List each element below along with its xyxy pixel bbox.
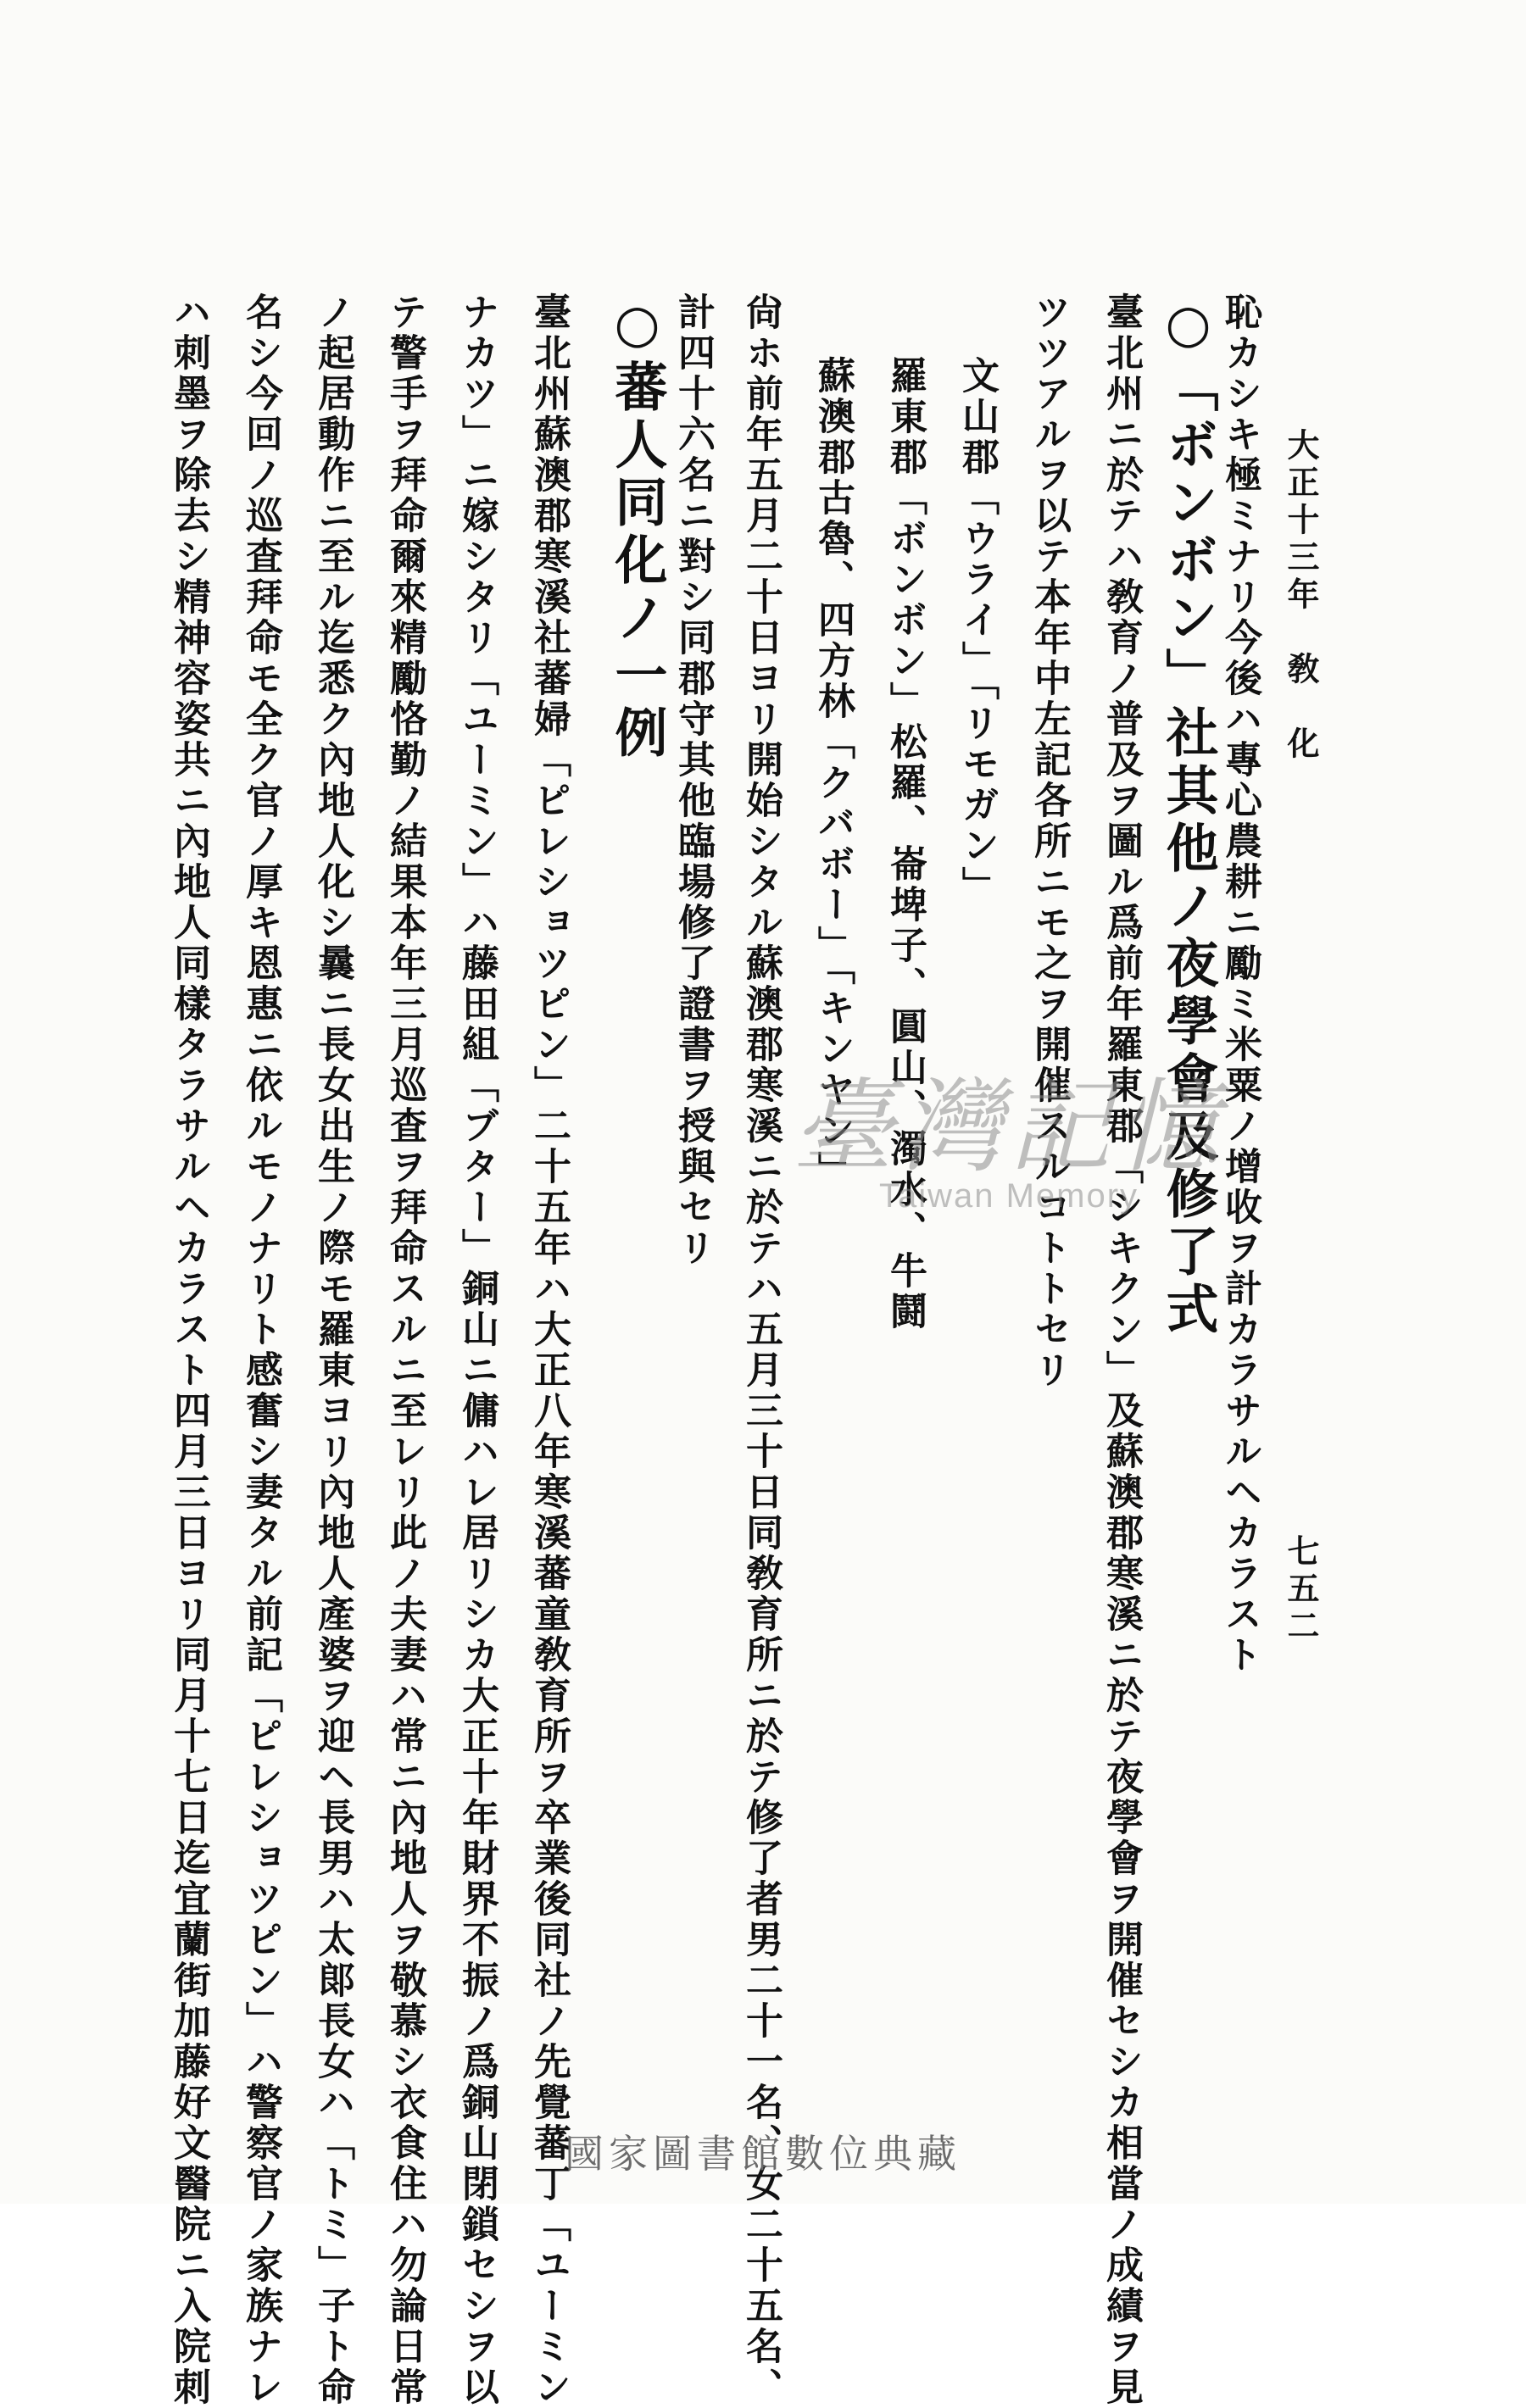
text-column-15: 名シ今回ノ巡査拜命モ全ク官ノ厚キ恩惠ニ依ルモノナリト感奮シ妻タル前記「ピレショツピン」ハ警察官ノ家族ナレ [239, 292, 282, 2408]
text-column-12: ナカツ」ニ嫁シタリ「ユーミン」ハ藤田組「ブター」銅山ニ傭ハレ居リシカ大正十年財界不振ノ爲銅山閉鎖セシヲ以 [455, 292, 498, 2408]
text-column-13: テ警手ヲ拜命爾來精勵恪勤ノ結果本年三月巡査ヲ拜命スルニ至レリ此ノ夫妻ハ常ニ內地人ヲ敬慕シ衣食住ハ勿論日常 [383, 292, 426, 2408]
running-header-title: 大正十三年 敎 化 [1282, 428, 1320, 764]
section-heading-assimilation: ○蕃人同化ノ一例 [606, 292, 668, 763]
text-column-14: ノ起居動作ニ至ル迄悉ク內地人化シ曩ニ長女出生ノ際モ羅東ヨリ內地人產婆ヲ迎ヘ長男ハ太郞長女ハ「トミ」子ト命 [311, 292, 354, 2408]
text-column-8: 尙ホ前年五月二十日ヨリ開始シタル蘇澳郡寒溪ニ於テハ五月三十日同敎育所ニ於テ修了者男二十一名、女二十五名、 [739, 292, 782, 2408]
watermark-english-text: Taiwan Memory [878, 1177, 1139, 1215]
text-column-7: 蘇澳郡古魯、四方林「クバボー」「キンヤン」 [811, 356, 855, 1192]
section-heading-night-school: ○「ボンボン」社其他ノ夜學會及修了式 [1157, 292, 1219, 1339]
text-column-5: 文山郡「ウライ」「リモガン」 [955, 356, 999, 907]
library-footer: 國家圖書館數位典藏 [565, 2131, 961, 2177]
text-column-11: 臺北州蘇澳郡寒溪社蕃婦「ピレショツピン」二十五年ハ大正八年寒溪蕃童敎育所ヲ卒業後同社ノ先覺蕃丁「ユーミン [527, 292, 571, 2408]
text-column-9: 計四十六名ニ對シ同郡守其他臨場修了證書ヲ授與セリ [671, 292, 715, 1269]
text-column-4: ツツアルヲ以テ本年中左記各所ニモ之ヲ開催スルコトトセリ [1028, 292, 1071, 1391]
page-number: 七五二 [1282, 1534, 1320, 1646]
text-column-6: 羅東郡「ボンボン」松羅、崙埤子、圓山、濁水、牛鬪 [883, 356, 927, 1332]
watermark-chinese-text: 臺灣記憶 [792, 1069, 1226, 1187]
text-column-3: 臺北州ニ於テハ敎育ノ普及ヲ圖ル爲前年羅東郡「シキクン」及蘇澳郡寒溪ニ於テ夜學會ヲ開催セシカ相當ノ成績ヲ見 [1100, 292, 1143, 2408]
text-column-1: 恥カシキ極ミナリ今後ハ專心農耕ニ勵ミ米粟ノ增收ヲ計カラサルヘカラスト [1218, 292, 1261, 1676]
text-column-16: ハ刺墨ヲ除去シ精神容姿共ニ內地人同樣タラサルヘカラスト四月三日ヨリ同月十七日迄宜蘭街加藤好文醫院ニ入院刺 [167, 292, 210, 2408]
